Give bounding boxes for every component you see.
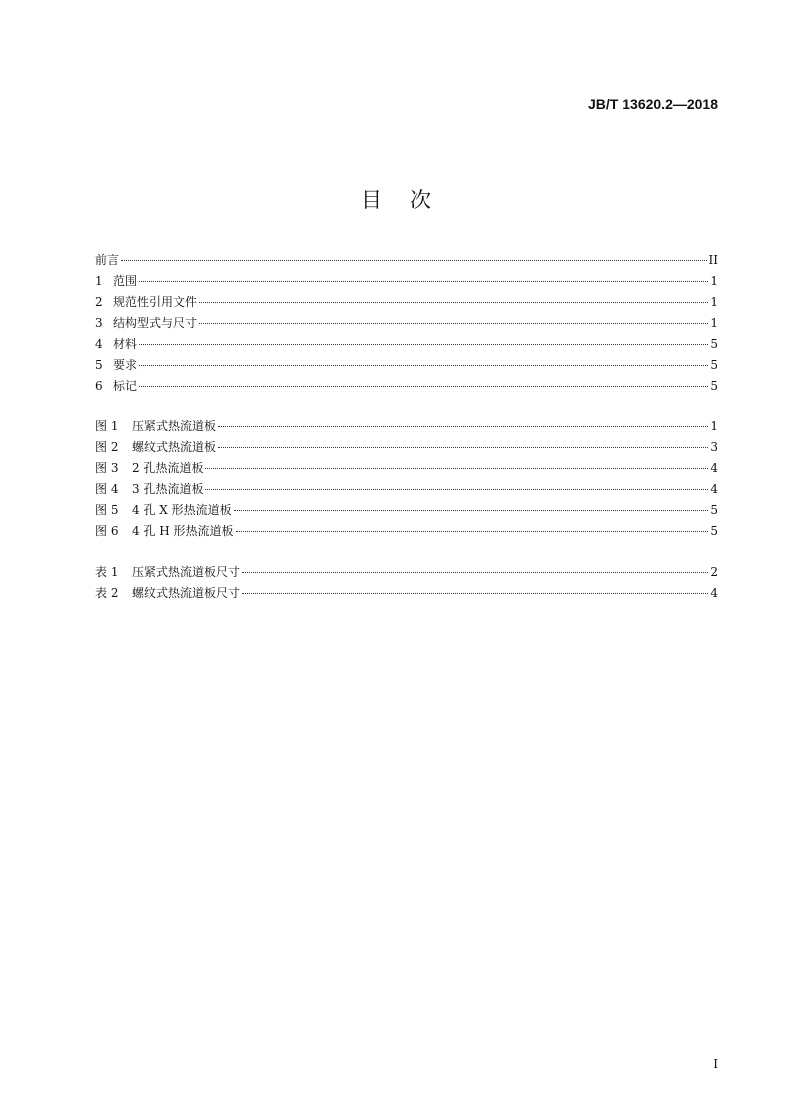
- toc-entry-requirements[interactable]: [95, 355, 718, 376]
- toc-figure-6[interactable]: [95, 521, 718, 542]
- toc-figure-page: 4: [710, 461, 718, 475]
- toc-entry-materials[interactable]: [95, 334, 718, 355]
- toc-leader-dots: [139, 344, 708, 345]
- toc-leader-dots: [218, 426, 708, 427]
- toc-leader-dots: [218, 447, 708, 448]
- toc-entry-marking[interactable]: [95, 376, 718, 397]
- toc-figure-page: 5: [710, 524, 718, 538]
- toc-entry-label: 材料: [113, 337, 138, 351]
- toc-figure-page: 1: [710, 419, 718, 433]
- toc-table-label: 压紧式热流道板尺寸: [132, 565, 241, 579]
- toc-figure-number: 图 2: [95, 440, 119, 454]
- toc-figure-label: 4 孔 H 形热流道板: [132, 524, 234, 538]
- toc-figure-2[interactable]: [95, 437, 718, 458]
- toc-entry-page: 5: [710, 337, 718, 351]
- page-title: 目次: [361, 188, 459, 212]
- toc-figures: [95, 416, 718, 542]
- toc-entry-number: 5: [95, 358, 103, 372]
- toc-entry-number: 2: [95, 295, 103, 309]
- toc-figure-label: 螺纹式热流道板: [132, 440, 217, 454]
- toc-leader-dots: [242, 572, 708, 573]
- toc-leader-dots: [121, 260, 707, 261]
- toc-figure-4[interactable]: [95, 479, 718, 500]
- toc-leader-dots: [205, 489, 708, 490]
- toc-leader-dots: [234, 510, 709, 511]
- toc-entry-number: 3: [95, 316, 103, 330]
- toc-leader-dots: [205, 468, 708, 469]
- toc-figure-1[interactable]: [95, 416, 718, 437]
- toc-table-page: 2: [710, 565, 718, 579]
- toc-leader-dots: [139, 365, 708, 366]
- toc-entry-scope[interactable]: [95, 271, 718, 292]
- toc-entry-label: 范围: [113, 274, 138, 288]
- toc-figure-number: 图 4: [95, 482, 119, 496]
- toc-figure-number: 图 5: [95, 503, 119, 517]
- toc-leader-dots: [236, 531, 709, 532]
- toc-entry-foreword[interactable]: [95, 250, 718, 271]
- toc-entry-page: 5: [710, 379, 718, 393]
- toc-leader-dots: [199, 302, 708, 303]
- toc-table-2[interactable]: [95, 583, 718, 604]
- toc-leader-dots: [139, 386, 708, 387]
- toc-figure-page: 3: [710, 440, 718, 454]
- toc-entry-page: 1: [710, 274, 718, 288]
- toc-figure-label: 压紧式热流道板: [132, 419, 217, 433]
- toc-figure-label: 3 孔热流道板: [132, 482, 204, 496]
- toc-table-number: 表 1: [95, 565, 119, 579]
- toc-figure-label: 4 孔 X 形热流道板: [132, 503, 232, 517]
- toc-figure-page: 5: [710, 503, 718, 517]
- toc-entry-label: 规范性引用文件: [113, 295, 198, 309]
- toc-entry-structure[interactable]: [95, 313, 718, 334]
- toc-leader-dots: [199, 323, 708, 324]
- toc-entry-normative-references[interactable]: [95, 292, 718, 313]
- toc-tables: [95, 562, 718, 604]
- toc-leader-dots: [139, 281, 708, 282]
- toc-figure-number: 图 1: [95, 419, 119, 433]
- toc-entry-number: 1: [95, 274, 103, 288]
- toc-figure-number: 图 3: [95, 461, 119, 475]
- toc-table-number: 表 2: [95, 586, 119, 600]
- toc-entry-page: 1: [710, 316, 718, 330]
- document-number: JB/T 13620.2—2018: [588, 96, 718, 112]
- toc-figure-number: 图 6: [95, 524, 119, 538]
- toc-entry-page: II: [708, 253, 718, 267]
- toc-entry-number: 6: [95, 379, 103, 393]
- toc-figure-label: 2 孔热流道板: [132, 461, 204, 475]
- toc-figure-5[interactable]: [95, 500, 718, 521]
- toc-entry-label: 标记: [113, 379, 138, 393]
- toc-figure-page: 4: [710, 482, 718, 496]
- toc-entry-label: 结构型式与尺寸: [113, 316, 198, 330]
- toc-entry-page: 1: [710, 295, 718, 309]
- toc-sections: [95, 250, 718, 397]
- toc-table-label: 螺纹式热流道板尺寸: [132, 586, 241, 600]
- toc-entry-label: 前言: [95, 253, 120, 267]
- toc-table-1[interactable]: [95, 562, 718, 583]
- toc-entry-number: 4: [95, 337, 103, 351]
- toc-entry-page: 5: [710, 358, 718, 372]
- toc-entry-label: 要求: [113, 358, 138, 372]
- toc-figure-3[interactable]: [95, 458, 718, 479]
- toc-table-page: 4: [710, 586, 718, 600]
- toc-leader-dots: [242, 593, 708, 594]
- page-number: I: [713, 1057, 718, 1071]
